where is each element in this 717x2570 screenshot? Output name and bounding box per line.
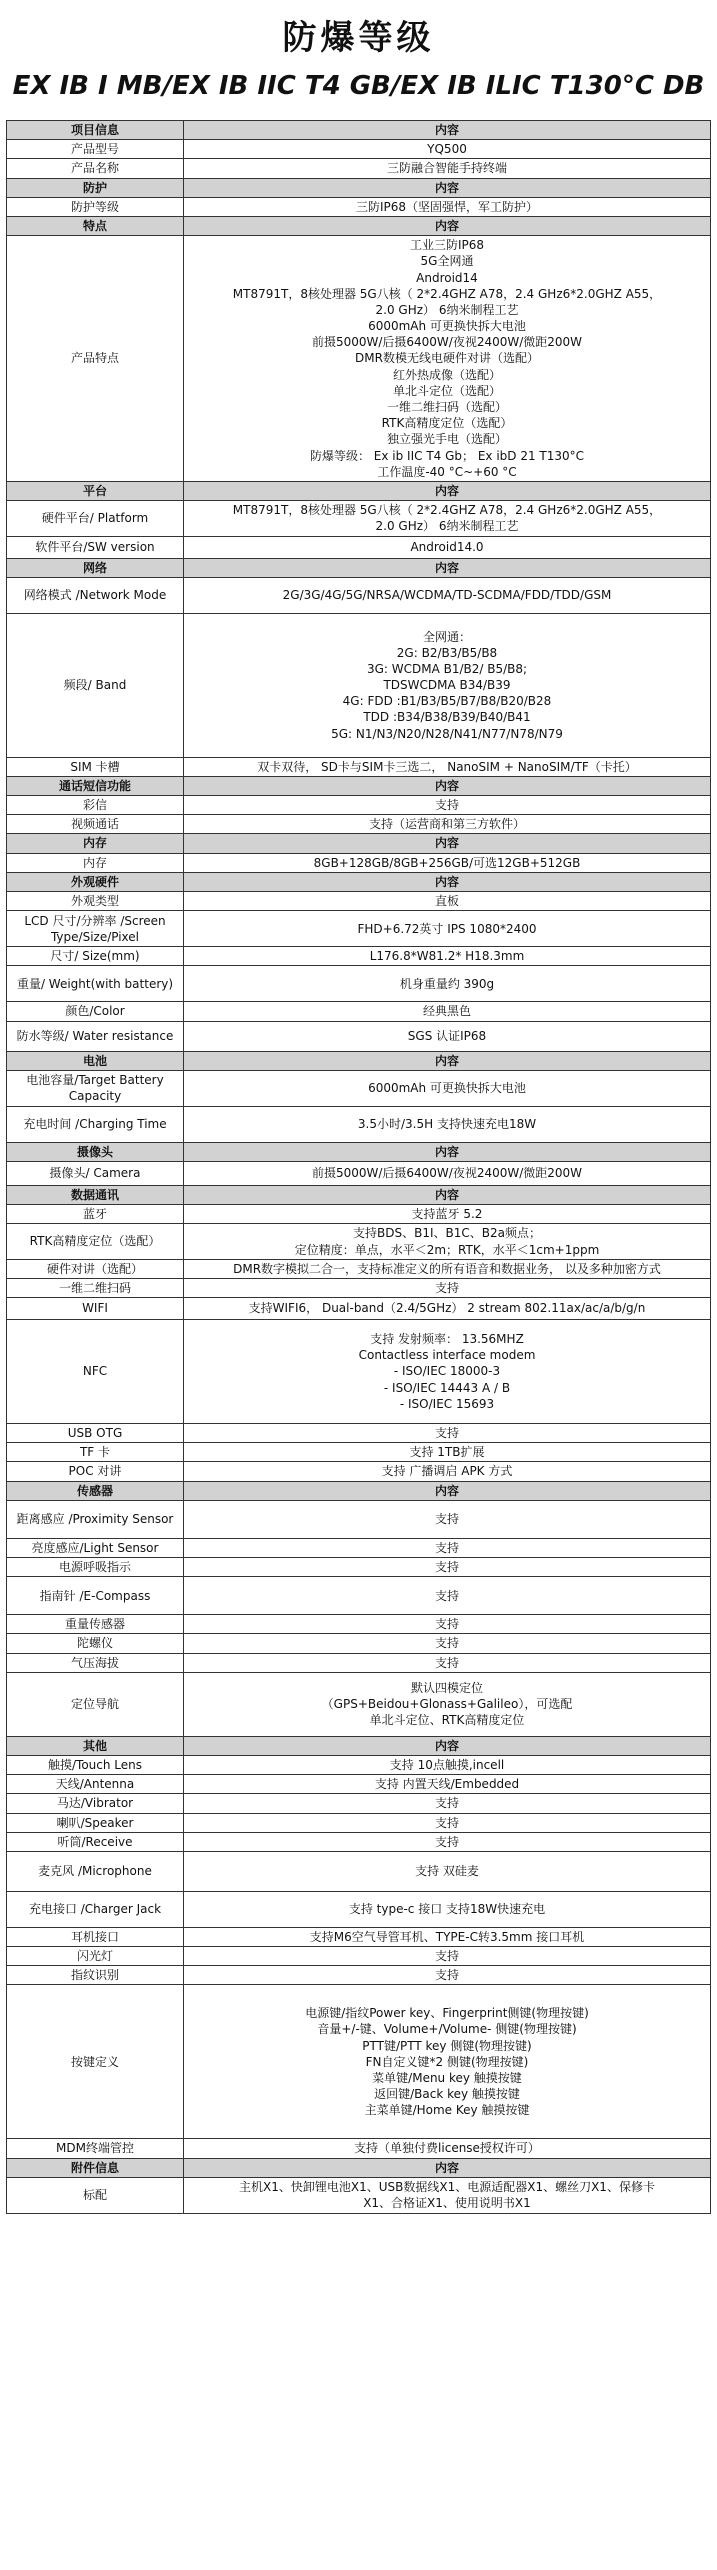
spec-value <box>184 577 711 613</box>
table-row <box>7 1653 711 1672</box>
spec-value-line: 支持 <box>434 1588 459 1603</box>
spec-label: 电池容量/Target Battery Capacity <box>7 1070 184 1106</box>
spec-value-line: 支持 <box>434 1540 459 1555</box>
spec-value-line: 独立强光手电（选配） <box>386 432 507 447</box>
spec-value <box>184 1832 711 1851</box>
spec-value <box>184 121 711 140</box>
spec-label: 频段/ Band <box>7 613 184 757</box>
spec-value-line: 内容 <box>434 180 459 195</box>
spec-value <box>184 2139 711 2158</box>
spec-value-line: 4G: FDD :B1/B3/B5/B7/B8/B20/B28 <box>342 694 552 709</box>
spec-value-line: MT8791T，8核处理器 5G八核（ 2*2.4GHZ A78，2.4 GHz6*2.0GHZ A55， <box>232 503 662 518</box>
table-row <box>7 1021 711 1051</box>
spec-value-line: 支持M6空气导管耳机、TYPE-C转3.5mm 接口耳机 <box>309 1929 585 1944</box>
spec-value <box>184 1653 711 1672</box>
table-row <box>7 1106 711 1142</box>
spec-value-line: 支持WIFI6， Dual-band（2.4/5GHz） 2 stream 802.11ax/ac/a/b/g/n <box>248 1301 646 1316</box>
spec-value-line: 直板 <box>434 894 459 908</box>
spec-value-line: 工业三防IP68 <box>409 238 485 253</box>
table-row <box>7 815 711 834</box>
spec-value <box>184 815 711 834</box>
spec-label: 项目信息 <box>7 121 184 140</box>
spec-label: 传感器 <box>7 1481 184 1500</box>
spec-value-line: 支持（单独付费license授权许可） <box>354 2141 540 2156</box>
section-header-row <box>7 2158 711 2177</box>
spec-value <box>184 757 711 776</box>
table-row <box>7 236 711 482</box>
spec-value-line: 一维二维扫码（选配） <box>386 400 507 414</box>
table-row <box>7 2139 711 2158</box>
spec-value <box>184 1947 711 1966</box>
spec-label: 摄像头 <box>7 1142 184 1161</box>
spec-value-line: - ISO/IEC 14443 A / B <box>383 1380 511 1395</box>
table-row <box>7 1224 711 1259</box>
spec-value-line: Contactless interface modem <box>358 1348 536 1363</box>
spec-value-line: 2.0 GHz） 6纳米制程工艺 <box>375 302 519 317</box>
table-row <box>7 1755 711 1774</box>
spec-value-line: TDD :B34/B38/B39/B40/B41 <box>363 710 531 725</box>
spec-value-line: 支持 <box>434 1636 459 1651</box>
spec-value <box>184 558 711 577</box>
spec-label: 距离感应 /Proximity Sensor <box>7 1500 184 1538</box>
spec-value <box>184 853 711 872</box>
section-header-row <box>7 1481 711 1500</box>
spec-value-line: 菜单键/Menu key 触摸按键 <box>372 2071 522 2086</box>
spec-value-line: 红外热成像（选配） <box>392 367 501 382</box>
table-row <box>7 1205 711 1224</box>
spec-label: LCD 尺寸/分辨率 /Screen Type/Size/Pixel <box>7 911 184 947</box>
section-header-row <box>7 558 711 577</box>
table-row <box>7 501 711 536</box>
spec-label: 防护 <box>7 178 184 197</box>
spec-label: 马达/Vibrator <box>7 1794 184 1813</box>
table-row <box>7 1672 711 1736</box>
spec-value <box>184 1142 711 1161</box>
spec-value-line: 内容 <box>434 1144 459 1159</box>
spec-label: 闪光灯 <box>7 1947 184 1966</box>
spec-value-line: 返回键/Back key 触摸按键 <box>374 2087 520 2102</box>
spec-value-line: MT8791T，8核处理器 5G八核（ 2*2.4GHZ A78，2.4 GHz6*2.0GHZ A55， <box>232 286 662 301</box>
table-row <box>7 1500 711 1538</box>
table-row <box>7 1278 711 1297</box>
spec-value <box>184 1259 711 1278</box>
spec-label: MDM终端管控 <box>7 2139 184 2158</box>
spec-value <box>184 1161 711 1185</box>
spec-value <box>184 1891 711 1927</box>
spec-label: 一维二维扫码 <box>7 1278 184 1297</box>
spec-value <box>184 1794 711 1813</box>
spec-value-line: 经典黑色 <box>422 1004 471 1019</box>
section-header-row <box>7 872 711 891</box>
table-row <box>7 1634 711 1653</box>
spec-value <box>184 911 711 947</box>
spec-label: 重量/ Weight(with battery) <box>7 966 184 1002</box>
table-row <box>7 966 711 1002</box>
spec-label: 亮度感应/Light Sensor <box>7 1538 184 1557</box>
spec-value <box>184 536 711 558</box>
spec-value-line: L176.8*W81.2* H18.3mm <box>369 949 525 964</box>
table-row <box>7 1615 711 1634</box>
spec-value-line: 主机X1、快卸锂电池X1、USB数据线X1、电源适配器X1、螺丝刀X1、保修卡 <box>239 2180 655 2195</box>
spec-label: 防水等级/ Water resistance <box>7 1021 184 1051</box>
spec-label: 产品特点 <box>7 236 184 482</box>
spec-value-line: 支持 内置天线/Embedded <box>374 1777 520 1792</box>
spec-value <box>184 1577 711 1615</box>
table-row <box>7 796 711 815</box>
spec-value <box>184 1185 711 1204</box>
table-row <box>7 1851 711 1891</box>
spec-value-line: 2.0 GHz） 6纳米制程工艺 <box>375 519 519 534</box>
spec-label: RTK高精度定位（选配） <box>7 1224 184 1259</box>
spec-label: 通话短信功能 <box>7 776 184 795</box>
spec-value-line: 支持 <box>434 1968 459 1983</box>
spec-value-line: 支持 <box>434 1280 459 1295</box>
spec-value-line: DMR数模无线电硬件对讲（选配） <box>355 351 539 366</box>
spec-label: 产品名称 <box>7 159 184 178</box>
spec-label: 软件平台/SW version <box>7 536 184 558</box>
table-row <box>7 1002 711 1021</box>
spec-value-line: 定位精度：单点，水平＜2m；RTK，水平＜1cm+1ppm <box>294 1242 600 1257</box>
spec-label: 硬件对讲（选配） <box>7 1259 184 1278</box>
spec-value-line: 支持 <box>434 1834 459 1849</box>
table-row <box>7 197 711 216</box>
table-row <box>7 1832 711 1851</box>
spec-value-line: 三防IP68（坚固强悍，军工防护） <box>355 199 539 214</box>
spec-value-line: SGS 认证IP68 <box>407 1028 487 1043</box>
spec-label: 附件信息 <box>7 2158 184 2177</box>
spec-value-line: 机身重量约 390g <box>399 976 495 991</box>
section-header-row <box>7 834 711 853</box>
spec-value-line: 内容 <box>434 1187 459 1202</box>
spec-value-line: 支持 <box>434 1512 459 1527</box>
spec-value-line: 单北斗定位（选配） <box>392 383 501 398</box>
spec-value <box>184 1443 711 1462</box>
spec-label: 外观硬件 <box>7 872 184 891</box>
spec-value-line: 内容 <box>434 2160 459 2175</box>
spec-value-line: 支持 <box>434 1949 459 1964</box>
spec-value <box>184 1755 711 1774</box>
spec-value <box>184 1813 711 1832</box>
table-row <box>7 1891 711 1927</box>
spec-value-line: 5G全网通 <box>420 254 474 269</box>
spec-value <box>184 1070 711 1106</box>
table-row <box>7 1813 711 1832</box>
spec-value <box>184 947 711 966</box>
spec-label: 按键定义 <box>7 1985 184 2139</box>
table-row <box>7 1558 711 1577</box>
spec-label: 特点 <box>7 216 184 235</box>
spec-value-line: 6000mAh 可更换快拆大电池 <box>368 1081 526 1096</box>
spec-label: 重量传感器 <box>7 1615 184 1634</box>
table-row <box>7 1259 711 1278</box>
spec-label: 数据通讯 <box>7 1185 184 1204</box>
spec-label: 彩信 <box>7 796 184 815</box>
spec-value-line: 前摄5000W/后摄6400W/夜视2400W/微距200W <box>311 1166 583 1181</box>
spec-label: 标配 <box>7 2177 184 2213</box>
spec-value-line: 3G: WCDMA B1/B2/ B5/B8; <box>366 661 528 676</box>
table-row <box>7 1462 711 1481</box>
spec-value <box>184 1985 711 2139</box>
spec-value <box>184 140 711 159</box>
spec-value-line: FHD+6.72英寸 IPS 1080*2400 <box>357 921 537 936</box>
spec-value-line: （GPS+Beidou+Glonass+Galileo），可选配 <box>321 1697 573 1712</box>
spec-value <box>184 1298 711 1320</box>
spec-value <box>184 1205 711 1224</box>
spec-value <box>184 966 711 1002</box>
spec-label: 麦克风 /Microphone <box>7 1851 184 1891</box>
spec-table <box>6 120 711 2214</box>
spec-label: 触摸/Touch Lens <box>7 1755 184 1774</box>
table-header-row <box>7 121 711 140</box>
page-title: 防爆等级 <box>282 18 435 58</box>
spec-value-line: 支持 <box>434 1426 459 1441</box>
table-row <box>7 1985 711 2139</box>
table-row <box>7 1298 711 1320</box>
table-row <box>7 1161 711 1185</box>
section-header-row <box>7 216 711 235</box>
section-header-row <box>7 481 711 500</box>
spec-value-line: 双卡双待， SD卡与SIM卡三选二， NanoSIM + NanoSIM/TF（卡托） <box>257 759 637 774</box>
spec-value <box>184 236 711 482</box>
spec-value-line: YQ500 <box>427 142 467 157</box>
spec-value <box>184 1278 711 1297</box>
spec-label: 内存 <box>7 834 184 853</box>
spec-label: 指南针 /E-Compass <box>7 1577 184 1615</box>
table-row <box>7 1443 711 1462</box>
spec-value-line: 三防融合智能手持终端 <box>386 161 507 176</box>
spec-value <box>184 1500 711 1538</box>
spec-value <box>184 1538 711 1557</box>
spec-value-line: PTT键/PTT key 侧键(物理按键) <box>362 2038 532 2053</box>
spec-value <box>184 1051 711 1070</box>
spec-label: 指纹识别 <box>7 1966 184 1985</box>
table-row <box>7 911 711 947</box>
spec-value-line: 8GB+128GB/8GB+256GB/可选12GB+512GB <box>313 855 581 870</box>
spec-value <box>184 1775 711 1794</box>
spec-label: 内存 <box>7 853 184 872</box>
spec-label: USB OTG <box>7 1424 184 1443</box>
table-row <box>7 536 711 558</box>
spec-value-line: Android14.0 <box>410 539 484 554</box>
spec-value <box>184 892 711 911</box>
spec-label: 产品型号 <box>7 140 184 159</box>
table-row <box>7 1577 711 1615</box>
spec-label: 陀螺仪 <box>7 1634 184 1653</box>
spec-value-line: 音量+/-键、Volume+/Volume- 侧键(物理按键) <box>317 2022 577 2037</box>
spec-value-line: 支持 10点触摸,incell <box>389 1757 505 1772</box>
spec-label: 电源呼吸指示 <box>7 1558 184 1577</box>
spec-value-line: 内容 <box>434 836 459 851</box>
spec-value-line: 内容 <box>434 560 459 575</box>
table-row <box>7 1966 711 1985</box>
spec-label: 充电接口 /Charger Jack <box>7 1891 184 1927</box>
spec-label: 气压海拔 <box>7 1653 184 1672</box>
spec-value-line: 5G: N1/N3/N20/N28/N41/N77/N78/N79 <box>331 726 563 741</box>
spec-value-line: 支持 双硅麦 <box>415 1864 479 1879</box>
spec-value <box>184 1615 711 1634</box>
table-row <box>7 1424 711 1443</box>
spec-value <box>184 776 711 795</box>
spec-value-line: - ISO/IEC 15693 <box>399 1396 495 1411</box>
spec-value-line: 支持（运营商和第三方软件） <box>368 817 525 832</box>
spec-label: 充电时间 /Charging Time <box>7 1106 184 1142</box>
spec-value <box>184 501 711 536</box>
spec-value-line: 内容 <box>434 1738 459 1753</box>
spec-value <box>184 1736 711 1755</box>
table-row <box>7 140 711 159</box>
spec-value-line: 全网通： <box>422 629 471 644</box>
spec-value-line: 支持BDS、B1I、B1C、B2a频点； <box>353 1226 541 1241</box>
spec-value-line: Android14 <box>416 270 478 285</box>
spec-value-line: 前摄5000W/后摄6400W/夜视2400W/微距200W <box>311 335 583 350</box>
spec-label: 其他 <box>7 1736 184 1755</box>
spec-value <box>184 834 711 853</box>
spec-value <box>184 1634 711 1653</box>
spec-value-line: RTK高精度定位（选配） <box>381 416 513 431</box>
table-row <box>7 947 711 966</box>
spec-value <box>184 216 711 235</box>
spec-value <box>184 1927 711 1946</box>
spec-value <box>184 2158 711 2177</box>
spec-value <box>184 613 711 757</box>
section-header-row <box>7 1736 711 1755</box>
spec-value-line: 支持 <box>434 1560 459 1574</box>
spec-label: WIFI <box>7 1298 184 1320</box>
spec-value-line: 3.5小时/3.5H 支持快速充电18W <box>357 1117 537 1132</box>
spec-label: 颜色/Color <box>7 1002 184 1021</box>
spec-label: 蓝牙 <box>7 1205 184 1224</box>
spec-value <box>184 1320 711 1424</box>
spec-value <box>184 1224 711 1259</box>
spec-value-line: 支持 广播调启 APK 方式 <box>381 1464 513 1479</box>
spec-value-line: 电源键/指纹Power key、Fingerprint侧键(物理按键) <box>305 2006 589 2021</box>
spec-value <box>184 1851 711 1891</box>
table-row <box>7 1538 711 1557</box>
spec-value-line: 内容 <box>434 483 459 498</box>
spec-label: 网络模式 /Network Mode <box>7 577 184 613</box>
spec-value <box>184 197 711 216</box>
spec-value <box>184 1106 711 1142</box>
spec-value-line: - ISO/IEC 18000-3 <box>393 1364 501 1379</box>
spec-value-line: 主菜单键/Home Key 触摸按键 <box>364 2103 530 2118</box>
spec-value <box>184 872 711 891</box>
spec-label: 平台 <box>7 481 184 500</box>
spec-value-line: 支持 <box>434 1796 459 1811</box>
table-row <box>7 892 711 911</box>
spec-label: TF 卡 <box>7 1443 184 1462</box>
spec-value <box>184 481 711 500</box>
spec-label: 硬件平台/ Platform <box>7 501 184 536</box>
spec-value <box>184 1558 711 1577</box>
spec-value-line: 支持 <box>434 1617 459 1632</box>
spec-value-line: 支持 发射频率： 13.56MHZ <box>370 1332 524 1347</box>
spec-label: 摄像头/ Camera <box>7 1161 184 1185</box>
spec-value <box>184 1672 711 1736</box>
spec-label: 耳机接口 <box>7 1927 184 1946</box>
spec-value-line: X1、合格证X1、使用说明书X1 <box>363 2196 531 2211</box>
spec-value-line: 单北斗定位、RTK高精度定位 <box>369 1713 525 1728</box>
spec-label: 定位导航 <box>7 1672 184 1736</box>
spec-value-line: 内容 <box>434 123 459 137</box>
spec-value-line: 2G/3G/4G/5G/NRSA/WCDMA/TD-SCDMA/FDD/TDD/GSM <box>282 588 612 603</box>
spec-label: 尺寸/ Size(mm) <box>7 947 184 966</box>
spec-label: 天线/Antenna <box>7 1775 184 1794</box>
spec-value-line: 内容 <box>434 1483 459 1498</box>
table-row <box>7 1927 711 1946</box>
spec-value-line: 6000mAh 可更换快拆大电池 <box>368 319 526 334</box>
table-row <box>7 1775 711 1794</box>
section-header-row <box>7 776 711 795</box>
section-header-row <box>7 178 711 197</box>
table-row <box>7 853 711 872</box>
spec-value <box>184 1002 711 1021</box>
spec-value <box>184 796 711 815</box>
spec-value-line: 支持蓝牙 5.2 <box>411 1207 483 1222</box>
table-row <box>7 1794 711 1813</box>
section-header-row <box>7 1051 711 1070</box>
explosion-rating-subtitle: EX IB I MB/EX IB IIC T4 GB/EX IB ILIC T130°C DB <box>12 71 705 101</box>
table-row <box>7 1320 711 1424</box>
spec-label: SIM 卡槽 <box>7 757 184 776</box>
spec-value-line: FN自定义键*2 侧键(物理按键) <box>365 2054 529 2069</box>
section-header-row <box>7 1142 711 1161</box>
table-row <box>7 757 711 776</box>
spec-value <box>184 1481 711 1500</box>
section-header-row <box>7 1185 711 1204</box>
table-row <box>7 1070 711 1106</box>
spec-value-line: 默认四模定位 <box>410 1680 483 1695</box>
spec-value-line: 工作温度-40 °C~+60 °C <box>377 464 517 479</box>
spec-label: 网络 <box>7 558 184 577</box>
spec-value <box>184 1021 711 1051</box>
spec-value-line: 内容 <box>434 778 459 793</box>
spec-value-line: DMR数字模拟二合一，支持标准定义的所有语音和数据业务， 以及多种加密方式 <box>233 1261 661 1276</box>
spec-label: NFC <box>7 1320 184 1424</box>
spec-label: 防护等级 <box>7 197 184 216</box>
table-row <box>7 577 711 613</box>
table-row <box>7 613 711 757</box>
table-row <box>7 1947 711 1966</box>
table-row <box>7 2177 711 2213</box>
spec-label: 电池 <box>7 1051 184 1070</box>
spec-label: 喇叭/Speaker <box>7 1813 184 1832</box>
spec-value-line: 支持 <box>434 1655 459 1670</box>
spec-value-line: 2G: B2/B3/B5/B8 <box>396 645 498 660</box>
spec-value <box>184 1424 711 1443</box>
spec-label: POC 对讲 <box>7 1462 184 1481</box>
spec-label: 视频通话 <box>7 815 184 834</box>
spec-value <box>184 2177 711 2213</box>
spec-value-line: 内容 <box>434 874 459 889</box>
spec-value-line: 防爆等级： Ex ib IIC T4 Gb； Ex ibD 21 T130°C <box>309 448 585 463</box>
spec-label: 外观类型 <box>7 892 184 911</box>
spec-label: 听筒/Receive <box>7 1832 184 1851</box>
spec-value-line: 内容 <box>434 218 459 233</box>
table-row <box>7 159 711 178</box>
spec-value <box>184 1462 711 1481</box>
spec-value-line: 支持 <box>434 798 459 813</box>
spec-value <box>184 159 711 178</box>
spec-value-line: TDSWCDMA B34/B39 <box>383 678 511 693</box>
spec-value <box>184 1966 711 1985</box>
spec-value-line: 支持 1TB扩展 <box>409 1445 485 1460</box>
spec-value-line: 支持 <box>434 1815 459 1830</box>
spec-value-line: 支持 type-c 接口 支持18W快速充电 <box>348 1902 546 1917</box>
spec-value <box>184 178 711 197</box>
spec-value-line: 内容 <box>434 1053 459 1068</box>
